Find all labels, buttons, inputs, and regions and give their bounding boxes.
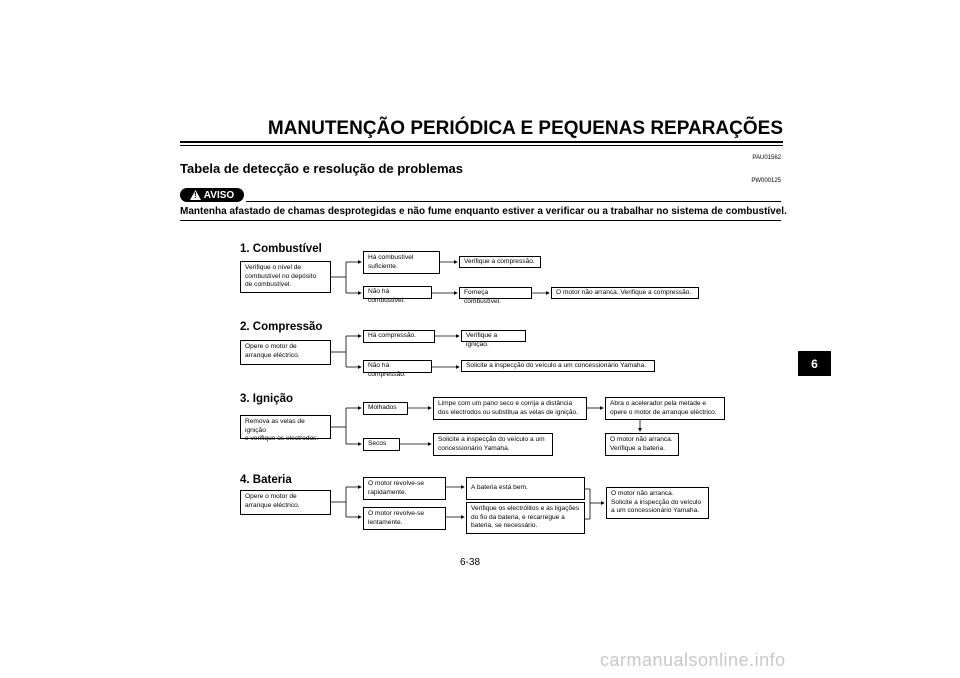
battery-slow-box: O motor revolve-se lentamente. [363, 507, 446, 530]
fuel-no-result-box: O motor não arranca. Verifique a compressão. [551, 287, 699, 299]
section-title: Tabela de detecção e resolução de problemas [180, 161, 463, 176]
fuel-yes-action-box: Verifique a compressão. [459, 256, 541, 268]
fuel-no-box: Não há combustível. [363, 286, 432, 299]
ignition-wet-action-box: Limpe com um pano seco e corrija a distância dos electrodos ou substitua as velas de ignição. [433, 397, 587, 420]
battery-final-box: O motor não arranca. Solicite a inspecção do veículo a um concessionário Yamaha. [606, 487, 709, 519]
ignition-start-box: Remova as velas de ignição e verifique os electrodos. [240, 415, 331, 439]
warning-symbol: ! [193, 191, 197, 200]
compression-heading: 2. Compressão [240, 321, 323, 333]
ignition-wet-box: Molhados [363, 402, 408, 415]
warning-label: AVISO [203, 189, 235, 201]
watermark: carmanualsonline.info [600, 650, 786, 670]
battery-fast-result-box: A bateria está bem. [466, 477, 585, 500]
compression-no-action-box: Solicite a inspecção do veículo a um concessionário Yamaha. [461, 360, 655, 372]
compression-start-box: Opere o motor de arranque eléctrico. [240, 340, 331, 365]
ignition-dry-box: Secos [363, 438, 400, 451]
ignition-dry-action-box: Solicite a inspecção do veículo a um concessionário Yamaha. [433, 433, 553, 456]
fuel-yes-box: Há combustível suficiente. [363, 251, 440, 274]
warning-text: Mantenha afastado de chamas desprotegidas e não fume enquanto estiver a verificar ou a trabalhar no sistema de combustível. [180, 206, 787, 217]
battery-slow-action-box: Verifique os electrólitos e as ligações do fio da bateria, e recarregue a bateria, se necessário. [466, 502, 585, 534]
compression-yes-box: Há compressão. [363, 330, 435, 343]
ignition-wet-result-box: O motor não arranca. Verifique a bateria. [605, 433, 679, 456]
battery-start-box: Opere o motor de arranque eléctrico. [240, 490, 331, 515]
section-code: PAU01562 [752, 155, 781, 161]
warning-code: PW000125 [751, 178, 781, 184]
chapter-tab: 6 [798, 351, 831, 376]
page-number: 6-38 [460, 557, 481, 568]
battery-heading: 4. Bateria [240, 474, 292, 486]
fuel-heading: 1. Combustível [240, 243, 322, 255]
fuel-start-box: Verifique o nível de combustível no depósito de combustível. [240, 261, 331, 293]
ignition-wet-next-box: Abra o acelerador pela metade e opere o motor de arranque eléctrico. [605, 397, 725, 420]
page-title: MANUTENÇÃO PERIÓDICA E PEQUENAS REPARAÇÕES [267, 118, 783, 139]
compression-no-box: Não há compressão. [363, 360, 432, 373]
fuel-no-action-box: Forneça combustível. [459, 287, 532, 299]
battery-fast-box: O motor revolve-se rapidamente. [363, 477, 446, 500]
ignition-heading: 3. Ignição [240, 393, 294, 405]
compression-yes-action-box: Verifique a ignição. [461, 330, 526, 342]
